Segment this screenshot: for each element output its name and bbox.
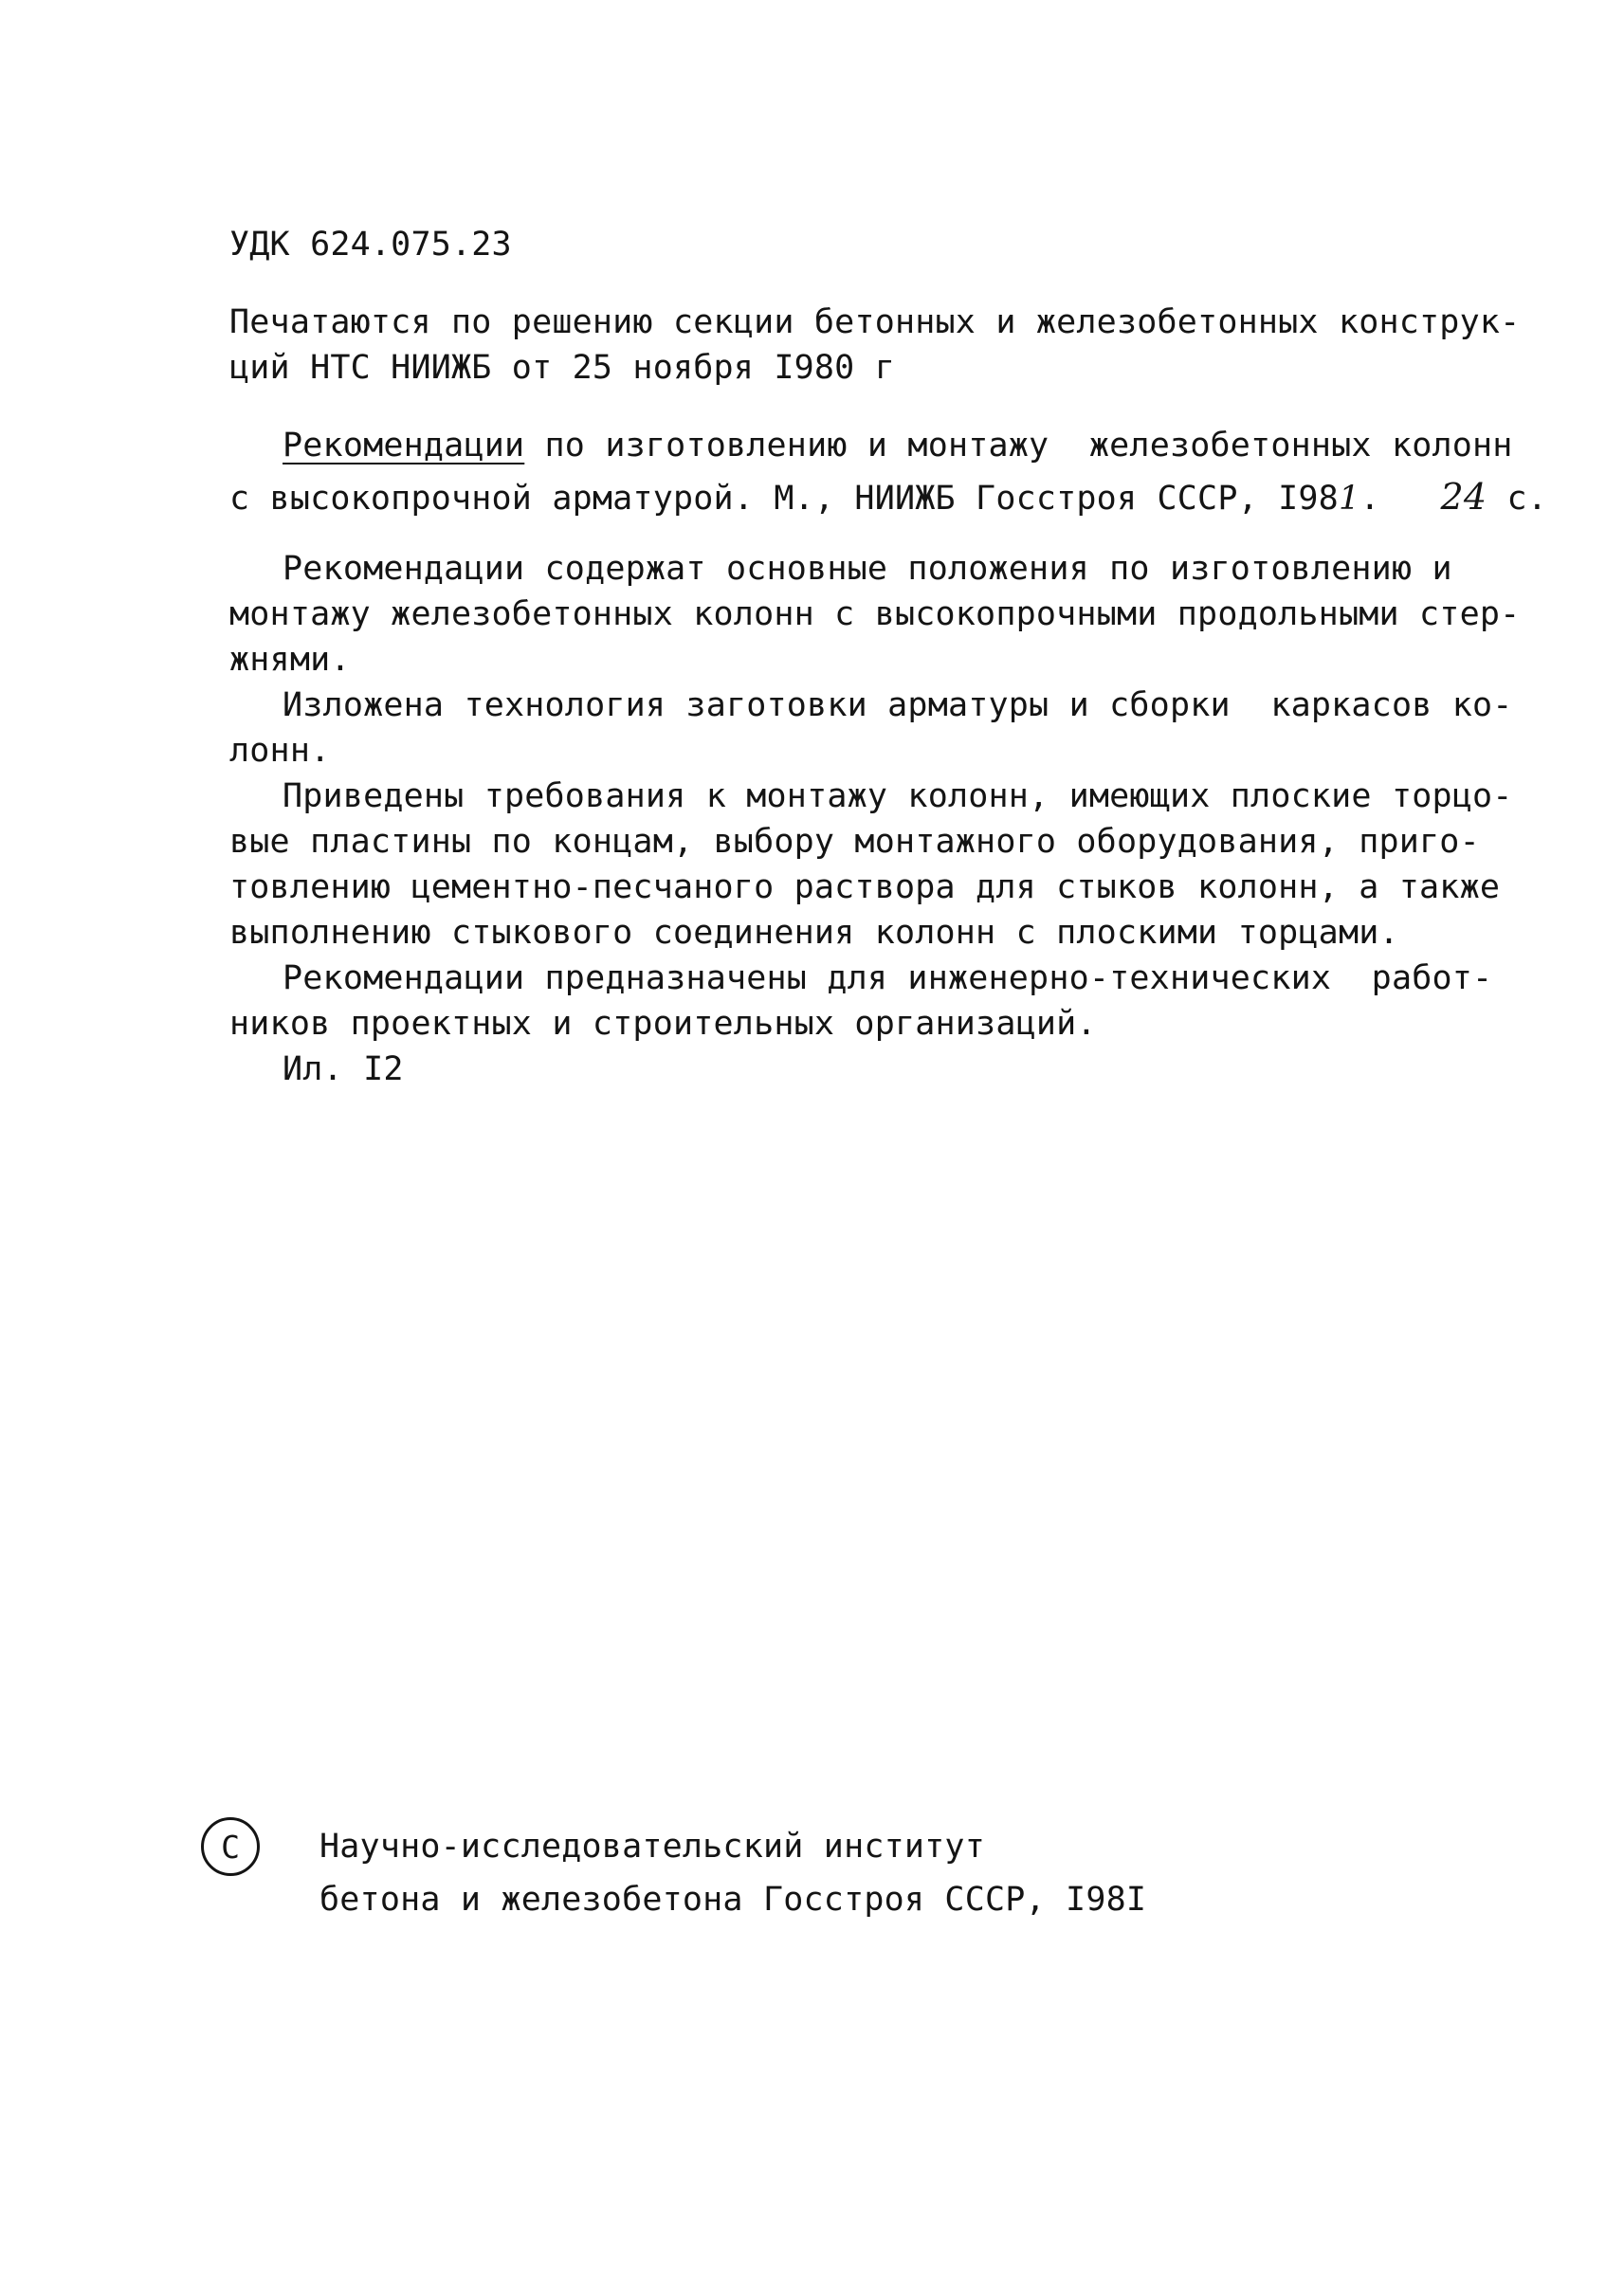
abstract-p3-line-1: Приведены требования к монтажу колонн, имеющих плоские торцо- <box>283 777 1513 815</box>
citation-line-1-rest: по изготовлению и монтажу железобетонных колонн <box>524 427 1513 464</box>
copyright-symbol: С <box>221 1828 240 1866</box>
copyright-line-1: Научно-исследовательский институт <box>319 1828 985 1866</box>
citation-separator: . <box>1359 480 1441 518</box>
illustrations-count: Ил. I2 <box>283 1050 404 1088</box>
citation-line-2 <box>229 474 1547 521</box>
abstract-p1-line-1: Рекомендации содержат основные положения по изготовлению и <box>283 550 1452 588</box>
print-notice-line-2: ций НТС НИИЖБ от 25 ноября I980 г <box>229 349 895 387</box>
abstract-p3-line-4: выполнению стыкового соединения колонн с плоскими торцами. <box>229 914 1399 952</box>
copyright-line-2: бетона и железобетона Госстроя СССР, I98I <box>319 1881 1147 1919</box>
abstract-p3-line-3: товлению цементно-песчаного раствора для стыков колонн, а также <box>229 868 1501 906</box>
abstract-p4-line-2: ников проектных и строительных организаций. <box>229 1005 1097 1043</box>
citation-page-count: 24 <box>1440 476 1487 518</box>
abstract-p3-line-2: вые пластины по концам, выбору монтажного оборудования, приго- <box>229 823 1480 861</box>
citation-imprint: с высокопрочной арматурой. М., НИИЖБ Госстроя СССР, I98 <box>229 480 1339 518</box>
abstract-p2-line-1: Изложена технология заготовки арматуры и сборки каркасов ко- <box>283 686 1513 724</box>
citation-line-1 <box>283 423 1513 468</box>
citation-page-suffix: с. <box>1487 480 1548 518</box>
citation-year-digit: 1 <box>1338 480 1360 518</box>
abstract-p4-line-1: Рекомендации предназначены для инженерно-технических работ- <box>283 959 1493 997</box>
copyright-icon <box>201 1817 260 1876</box>
citation-title-word: Рекомендации <box>283 427 525 464</box>
abstract-p1-line-2: монтажу железобетонных колонн с высокопрочными продольными стер- <box>229 595 1521 633</box>
print-notice-line-1: Печатаются по решению секции бетонных и железобетонных конструк- <box>229 303 1521 341</box>
abstract-p1-line-3: жнями. <box>229 641 351 679</box>
abstract-p2-line-2: лонн. <box>229 732 331 770</box>
udc-code: УДК 624.075.23 <box>229 226 512 264</box>
